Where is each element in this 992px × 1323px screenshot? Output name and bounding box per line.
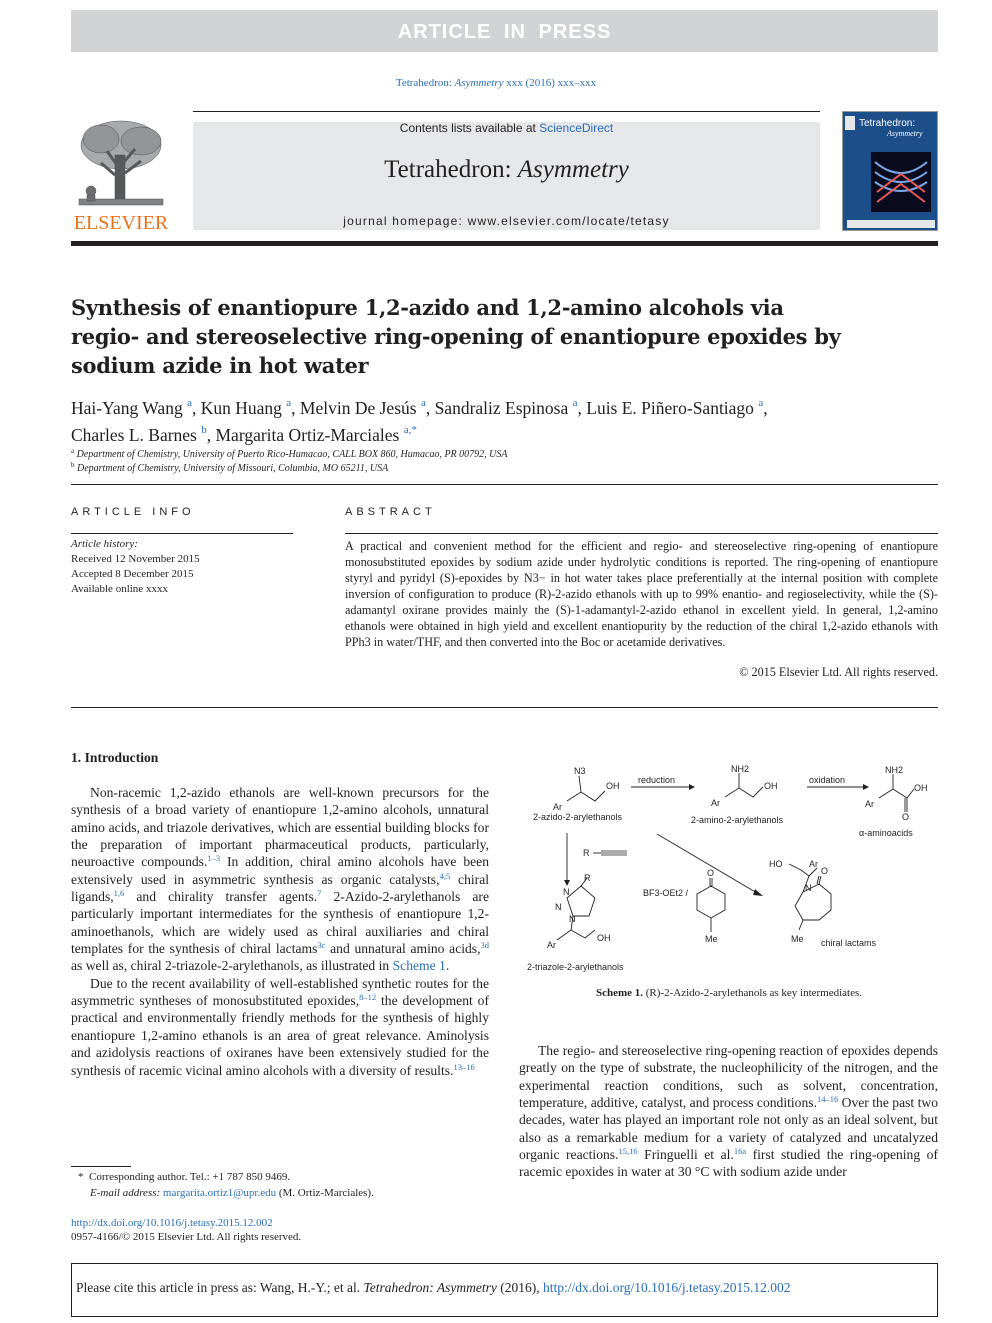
header-top-rule bbox=[193, 111, 820, 112]
article-info-rule bbox=[71, 533, 293, 534]
article-in-press-banner: ARTICLE IN PRESS bbox=[71, 10, 938, 52]
svg-text:2-azido-2-arylethanols: 2-azido-2-arylethanols bbox=[533, 812, 623, 822]
svg-text:N3: N3 bbox=[574, 766, 586, 776]
intro-paragraph-2: Due to the recent availability of well-established synthetic routes for the asymmetric syntheses of monosubstituted epoxides,$^{8-12}$ the development of practical and environmentally friendly methods for the synthesis of highly enantiopure 1,2-amino ethanols is an area of great relevance. Aminolysis and azidolysis reactions of oxiranes have been extensively studied for the synthesis of racemic vicinal amino alcohols with a diversity of results.$^{13-16}$ bbox=[71, 975, 490, 1078]
scheme-1-link[interactable]: Scheme 1 bbox=[392, 958, 446, 974]
author-name[interactable]: Hai-Yang Wang bbox=[71, 398, 183, 418]
cyclohexanone-structure bbox=[697, 878, 725, 932]
author-list bbox=[71, 392, 901, 446]
svg-text:ELSEVIER: ELSEVIER bbox=[73, 212, 169, 233]
issn-line: 0957-4166/© 2015 Elsevier Ltd. All rights reserved. bbox=[71, 1231, 302, 1243]
author-name[interactable]: Luis E. Piñero-Santiago bbox=[586, 398, 754, 418]
svg-text:R: R bbox=[583, 848, 590, 858]
author-separator: , bbox=[577, 398, 587, 418]
svg-text:O: O bbox=[902, 812, 910, 822]
left-column-text bbox=[71, 784, 489, 1079]
affiliation-rule bbox=[71, 484, 938, 485]
amino-acid-structure bbox=[879, 774, 914, 812]
author-name[interactable]: Melvin De Jesús bbox=[299, 398, 417, 418]
article-title: Synthesis of enantiopure 1,2-azido and 1,2-amino alcohols via regio- and stereoselective ring-opening of enantiopure epoxides by sodium azide in hot water bbox=[71, 295, 841, 378]
intro-paragraph-1: Non-racemic 1,2-azido ethanols are well-known precursors for the synthesis of a broad variety of enantiopure 1,2-amino alcohols, unnatural amino acids, and triazole derivatives, which are essential building blocks for the preparation of important pharmaceutical products, particularly, neuroactive compounds.$^{1-3}$ In addition, chiral amino alcohols have been extensively used in asymmetric synthesis as organic catalysts,$^{4,5}$ chiral ligands,$^{1,6}$ and chirality transfer agents.$^7$ 2-Azido-2-arylethanols are particularly important intermediates for the synthesis of enantiopure 1,2-aminoethanols, which are widely used as chiral auxiliaries and chiral templates for the synthesis of chiral lactams$^{3c}$ and unnatural amino acids,$^{3d}$ as well as, chiral 2-triazole-2-arylethanols, as illustrated in Scheme 1. bbox=[71, 785, 490, 974]
svg-text:Asymmetry: Asymmetry bbox=[887, 129, 923, 138]
svg-text:2-amino-2-arylethanols: 2-amino-2-arylethanols bbox=[691, 815, 784, 825]
affiliation-b: $^b$ Department of Chemistry, University of Missouri, Columbia, MO 65211, USA bbox=[71, 461, 389, 474]
abstract-heading: ABSTRACT bbox=[345, 506, 436, 518]
abstract-rule bbox=[345, 533, 938, 534]
journal-name: Tetrahedron: Asymmetry bbox=[384, 156, 629, 183]
authors-line-2 bbox=[71, 419, 901, 446]
doi-line bbox=[71, 1217, 273, 1229]
svg-text:OH: OH bbox=[914, 783, 928, 793]
svg-text:reduction: reduction bbox=[638, 775, 676, 785]
author-affiliation-marker[interactable]: a bbox=[420, 397, 426, 409]
right-column-text bbox=[519, 1042, 938, 1181]
svg-text:Ar: Ar bbox=[711, 798, 720, 808]
email-link[interactable]: margarita.ortiz1@upr.edu bbox=[162, 1187, 277, 1199]
author-name[interactable]: Charles L. Barnes bbox=[71, 425, 197, 445]
journal-homepage: journal homepage: www.elsevier.com/locate/tetasy bbox=[343, 214, 670, 228]
svg-text:N: N bbox=[555, 902, 562, 912]
citation-doi-link[interactable]: http://dx.doi.org/10.1016/j.tetasy.2015.12.002 bbox=[542, 1280, 791, 1295]
author-affiliation-marker[interactable]: a bbox=[187, 397, 192, 409]
svg-text:BF3-OEt2 /: BF3-OEt2 / bbox=[643, 888, 689, 898]
corresponding-author-note: * Corresponding author. Tel.: +1 787 850 9469. bbox=[78, 1171, 291, 1183]
abstract-copyright: © 2015 Elsevier Ltd. All rights reserved. bbox=[739, 665, 938, 679]
svg-text:Ar: Ar bbox=[553, 802, 562, 812]
svg-text:Me: Me bbox=[705, 934, 718, 944]
intro-paragraph-3: The regio- and stereoselective ring-opening reaction of epoxides depends greatly on the type of substrate, the nucleophilicity of the nitrogen, and the experimental reaction conditions, such as solvent, concentration, temperature, additive, catalyst, and process conditions.$^{14-16}$ Over the past two decades, water has played an important role not only as an ideal solvent, but also as a remarkable medium for a variety of catalyzed and uncatalyzed organic reactions.$^{15,16}$ Fringuelli et al.$^{16a}$ first studied the ring-opening of racemic epoxides in water at 30 °C with sodium azide under bbox=[519, 1043, 938, 1180]
journal-cover-image bbox=[842, 111, 938, 231]
svg-text:O: O bbox=[707, 868, 715, 878]
svg-text:2-triazole-2-arylethanols: 2-triazole-2-arylethanols bbox=[527, 962, 624, 972]
svg-text:Ar: Ar bbox=[547, 940, 556, 950]
svg-text:oxidation: oxidation bbox=[809, 775, 846, 785]
abstract-text: A practical and convenient method for the efficient and regio- and stereoselective ring-opening of enantiopure monosubstituted epoxides by sodium azide under hydrolytic conditions is reported. The ring-opening of enantiopure styryl and pyridyl (S)-epoxides by N3− in hot water takes place preferentially at the internal position with complete inversion of configuration to produce (R)-2-azido ethanols with up to 99% enantio- and regioselectivity, while the (S)-adamantyl oxirane provides mainly the (S)-1-adamantyl-2-azido ethanol in excellent yield. In general, 1,2-amino ethanols were obtained in high yield and excellent enantiopurity by the reduction of the chiral 1,2-azido ethanols with PPh3 in water/THF, and then converted into the Boc or acetamide derivatives. bbox=[345, 539, 938, 649]
section-heading-introduction: 1. Introduction bbox=[71, 750, 159, 765]
citation-box: Please cite this article in press as: Wang, H.-Y.; et al. Tetrahedron: Asymmetry (2016), http://dx.doi.org/10.1016/j.tetasy.2015.12.002 bbox=[71, 1263, 938, 1317]
svg-text:N: N bbox=[569, 914, 576, 924]
elsevier-logo bbox=[71, 115, 171, 233]
svg-text:NH2: NH2 bbox=[885, 765, 904, 775]
author-affiliation-marker[interactable]: a bbox=[572, 397, 578, 409]
svg-text:chiral lactams: chiral lactams bbox=[821, 938, 877, 948]
article-info-heading: ARTICLE INFO bbox=[71, 506, 195, 518]
author-separator: , bbox=[425, 398, 435, 418]
svg-text:OH: OH bbox=[597, 933, 611, 943]
author-affiliation-marker[interactable]: a bbox=[286, 397, 292, 409]
scheme-1-figure bbox=[519, 758, 939, 978]
author-separator: , bbox=[206, 425, 216, 445]
article-history: Article history: Received 12 November 2015 Accepted 8 December 2015 Available online xxxx bbox=[71, 538, 200, 595]
svg-text:HO: HO bbox=[769, 859, 783, 869]
svg-text:O: O bbox=[821, 866, 829, 876]
footnote-rule bbox=[71, 1166, 131, 1167]
scheme-1-caption: Scheme 1. (R)-2-Azido-2-arylethanols as key intermediates. bbox=[595, 987, 863, 999]
svg-text:NH2: NH2 bbox=[731, 764, 750, 774]
svg-text:R: R bbox=[584, 873, 591, 883]
affiliation-a: $^a$ Department of Chemistry, University of Puerto Rico-Humacao, CALL BOX 860, Humacao, PR 00792, USA bbox=[71, 447, 508, 460]
svg-text:Ar: Ar bbox=[865, 799, 874, 809]
journal-reference: Tetrahedron: Asymmetry xxx (2016) xxx–xxx bbox=[395, 77, 597, 89]
sciencedirect-link[interactable]: ScienceDirect bbox=[539, 121, 614, 135]
author-separator: , bbox=[191, 398, 201, 418]
svg-text:N: N bbox=[805, 883, 812, 893]
authors-line-1 bbox=[71, 392, 901, 419]
email-note: E-mail address: margarita.ortiz1@upr.edu (M. Ortiz-Marciales). bbox=[90, 1187, 374, 1199]
author-affiliation-marker[interactable]: a,* bbox=[403, 424, 417, 436]
author-affiliation-marker[interactable]: a bbox=[758, 397, 764, 409]
homepage-url[interactable]: www.elsevier.com/locate/tetasy bbox=[467, 214, 670, 228]
header-thick-rule bbox=[71, 241, 938, 246]
doi-link[interactable]: http://dx.doi.org/10.1016/j.tetasy.2015.12.002 bbox=[71, 1217, 273, 1229]
author-affiliation-marker[interactable]: b bbox=[201, 424, 207, 436]
author-separator: , bbox=[763, 398, 768, 418]
amino-ethanol-structure bbox=[725, 773, 763, 797]
svg-text:Me: Me bbox=[791, 934, 804, 944]
svg-text:α-aminoacids: α-aminoacids bbox=[859, 828, 913, 838]
contents-line: Contents lists available at ScienceDirect bbox=[399, 121, 614, 135]
svg-text:OH: OH bbox=[764, 781, 778, 791]
abstract-bottom-rule bbox=[71, 707, 938, 708]
author-name[interactable]: Sandraliz Espinosa bbox=[434, 398, 569, 418]
azido-ethanol-structure bbox=[567, 776, 605, 801]
svg-text:OH: OH bbox=[606, 781, 620, 791]
svg-text:Tetrahedron:: Tetrahedron: bbox=[859, 118, 916, 129]
svg-text:Ar: Ar bbox=[809, 859, 818, 869]
author-name[interactable]: Margarita Ortiz-Marciales bbox=[215, 425, 400, 445]
author-separator: , bbox=[291, 398, 300, 418]
svg-text:N: N bbox=[563, 887, 570, 897]
author-name[interactable]: Kun Huang bbox=[200, 398, 282, 418]
